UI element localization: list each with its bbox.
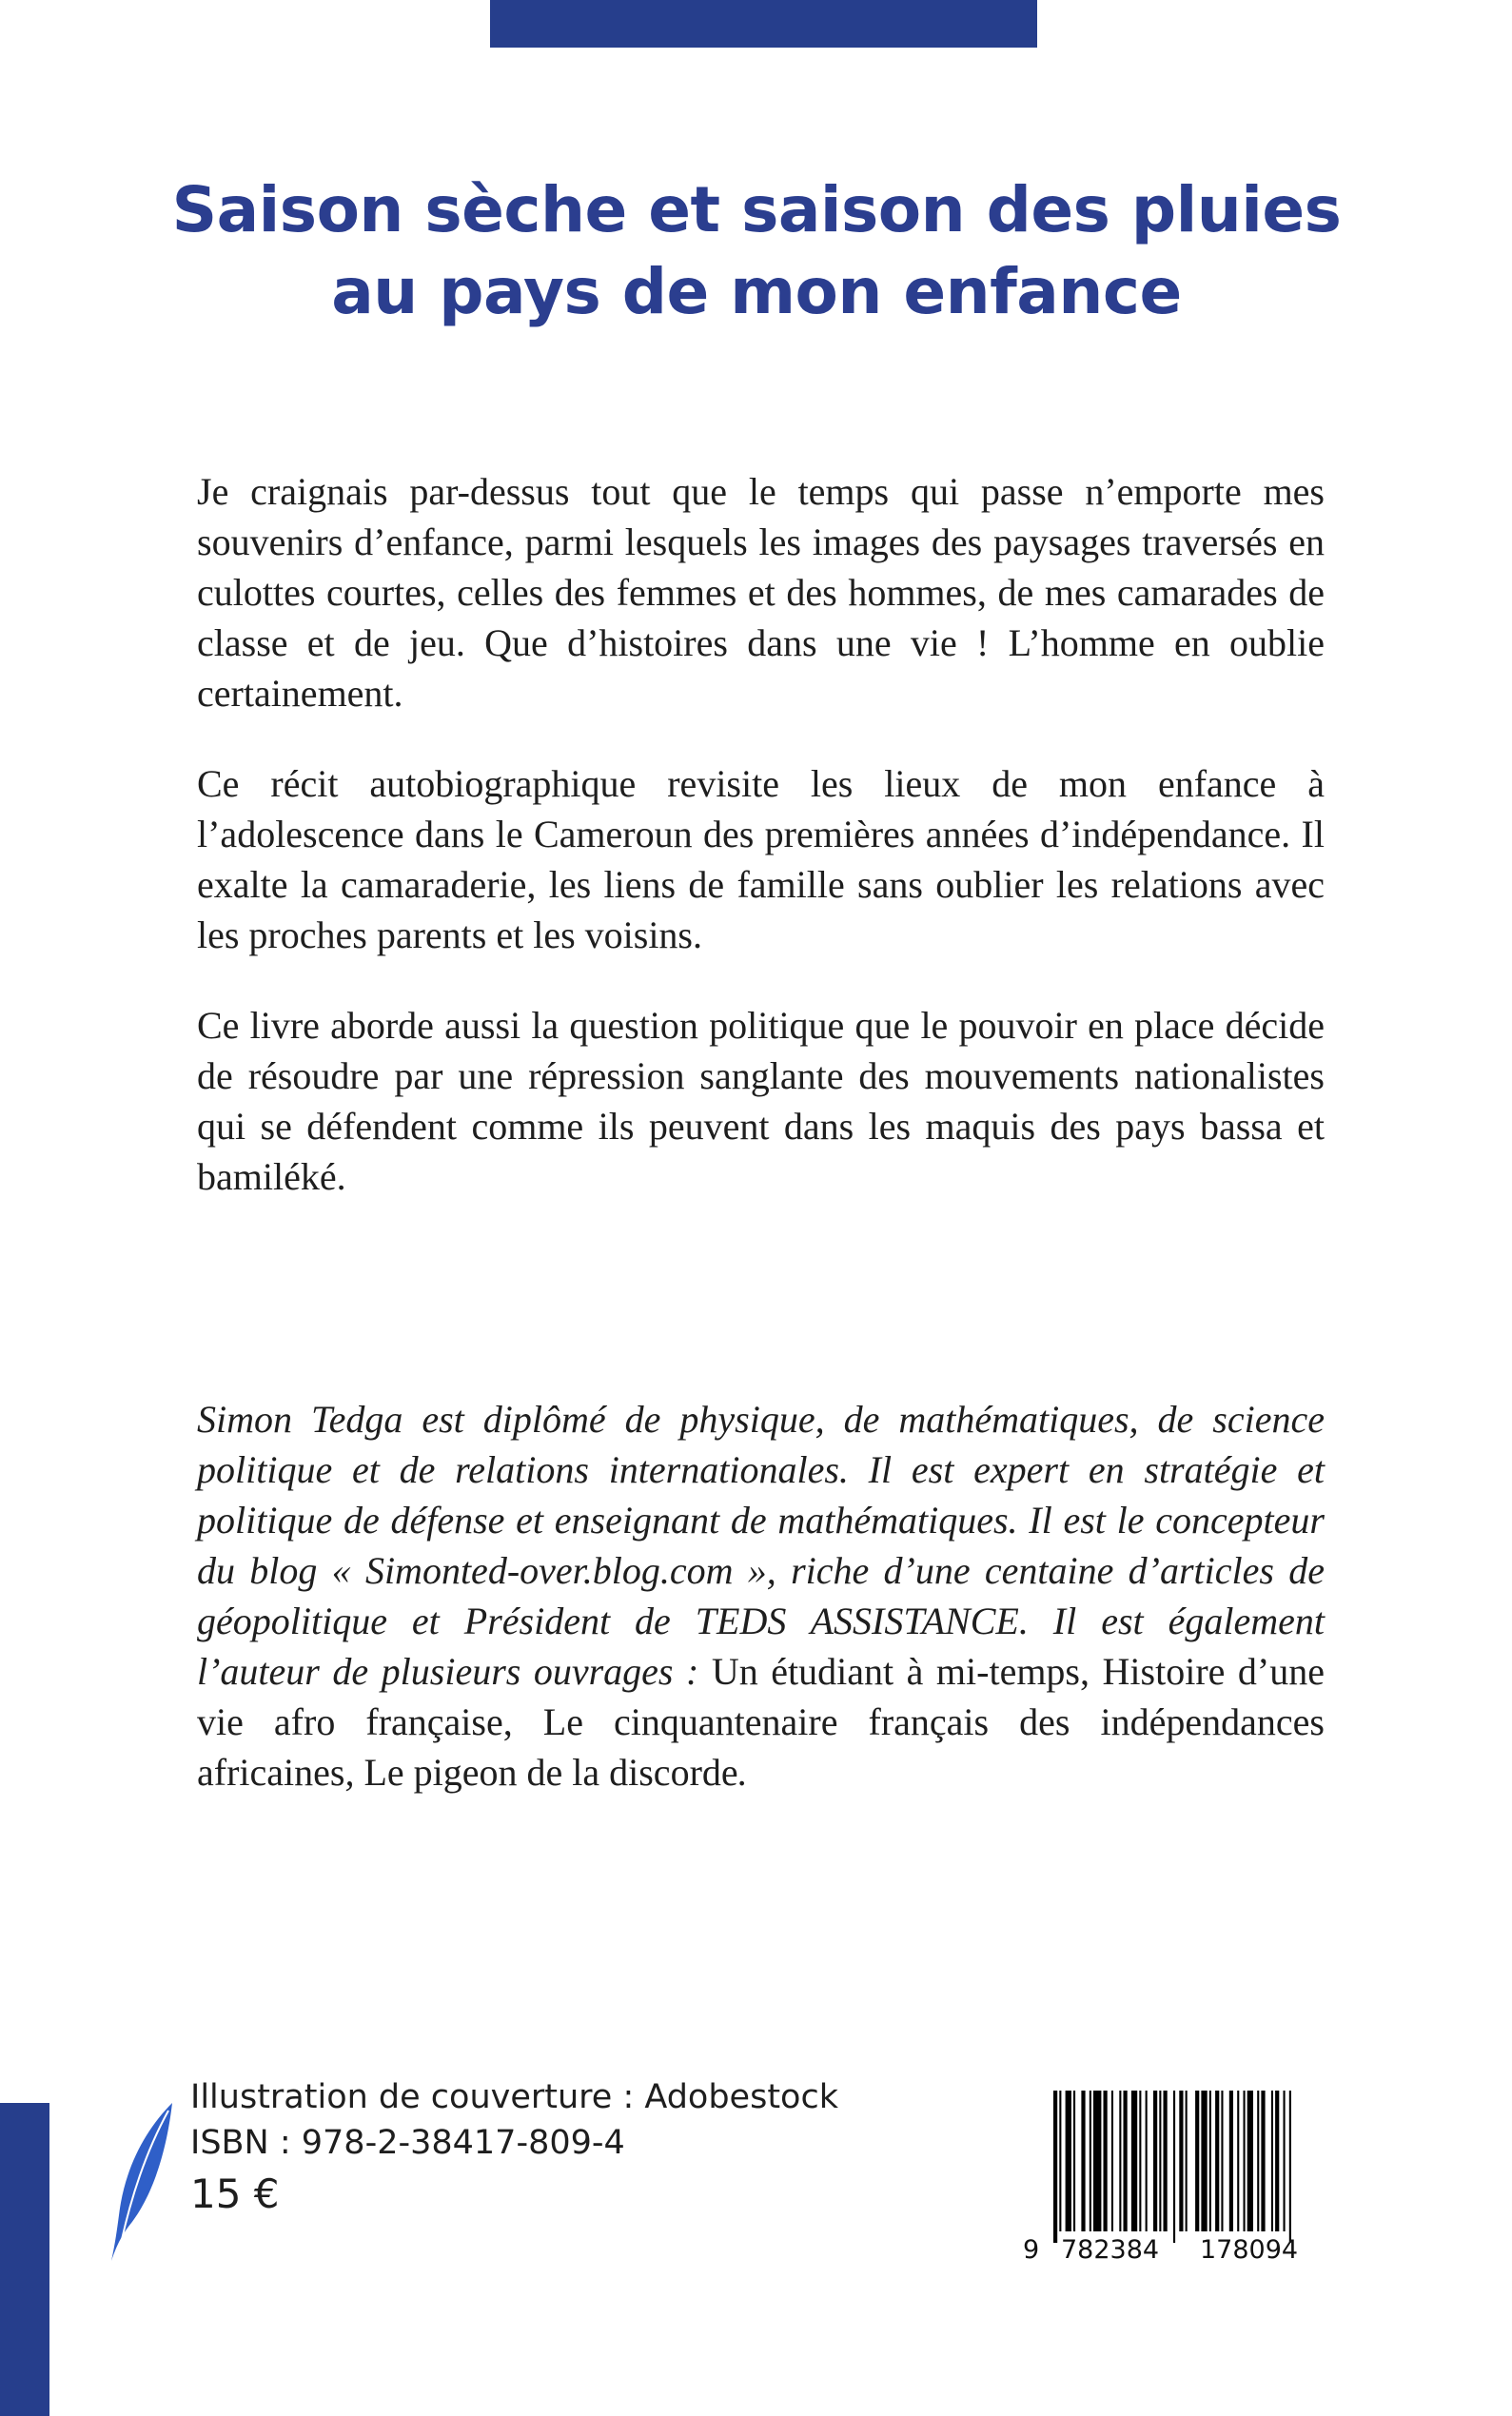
side-accent-bar — [0, 2103, 49, 2416]
barcode-bar — [1215, 2091, 1219, 2231]
barcode-bar — [1275, 2091, 1279, 2231]
barcode-first-digit: 9 — [1023, 2235, 1040, 2265]
barcode-bar — [1195, 2091, 1199, 2231]
illustration-credit: Illustration de couverture : Adobestock — [190, 2078, 838, 2116]
barcode-bar — [1237, 2091, 1239, 2231]
barcode-bar — [1173, 2091, 1175, 2243]
barcode-bar — [1111, 2091, 1113, 2231]
barcode-digits — [1023, 2235, 1327, 2273]
barcode-bar — [1164, 2091, 1168, 2231]
barcode-bar — [1059, 2091, 1061, 2231]
book-title-line-1: Saison sèche et saison des pluies — [171, 173, 1342, 246]
barcode-bar — [1271, 2091, 1273, 2231]
barcode-icon — [1023, 2091, 1327, 2243]
book-title-3: Le cinquantenaire français des indépendances africaines — [197, 1700, 1325, 1794]
barcode-bar — [1261, 2091, 1265, 2231]
barcode-bar — [1119, 2091, 1121, 2231]
barcode-bar — [1073, 2091, 1075, 2231]
barcode-bar — [1257, 2091, 1259, 2231]
isbn: ISBN : 978-2-38417-809-4 — [190, 2124, 625, 2162]
publication-credits — [190, 2074, 838, 2221]
author-bio-text: Simon Tedga est diplômé de physique, de mathématiques, de science politique et de relations internationales. Il est expert en stratégie et politique de défense et enseignant de mathématiques. Il est le concepteur du blog « Simonted-over.blog.com », riche d’une centaine d’articles de géopolitique et Président de TEDS ASSISTANCE. Il est également l’auteur de plusieurs ouvrages : — [197, 1398, 1325, 1693]
top-accent-bar — [490, 0, 1037, 48]
barcode-bar — [1209, 2091, 1211, 2231]
barcode-bar — [1289, 2091, 1291, 2243]
barcode-bar — [1093, 2091, 1101, 2231]
bio-separator-3: , — [344, 1751, 364, 1794]
barcode-bar — [1104, 2091, 1108, 2231]
barcode-bar — [1179, 2091, 1183, 2231]
feather-icon — [108, 2101, 176, 2263]
book-title-4: Le pigeon de la discorde — [363, 1751, 738, 1794]
barcode-bar — [1247, 2091, 1253, 2231]
blurb-paragraph-2: Ce récit autobiographique revisite les lieux de mon enfance à l’adolescence dans le Cameroun des premières années d’indépendance. Il exalte la camaraderie, les liens de famille sans oublier les relations avec les proches parents et les voisins. — [197, 762, 1325, 956]
barcode-bar — [1131, 2091, 1137, 2231]
barcode-bar — [1221, 2091, 1223, 2231]
barcode — [1023, 2091, 1327, 2276]
barcode-bar — [1139, 2091, 1141, 2231]
back-cover-blurb — [197, 466, 1325, 1242]
blurb-paragraph-1: Je craignais par-dessus tout que le temps qui passe n’emporte mes souvenirs d’enfance, parmi lesquels les images des paysages traversés en culottes courtes, celles des femmes et des hommes, de mes camarades de classe et de jeu. Que d’histoires dans une vie ! L’homme en oublie certainement. — [197, 470, 1325, 715]
barcode-bar — [1124, 2091, 1128, 2231]
author-bio — [197, 1394, 1325, 1797]
book-title-1: Un étudiant à mi-temps — [711, 1650, 1080, 1693]
bio-separator-2: , — [502, 1700, 543, 1743]
barcode-bar — [1244, 2091, 1246, 2231]
bio-separator-1: , — [1080, 1650, 1103, 1693]
bio-end: . — [737, 1751, 748, 1794]
barcode-group-2: 178094 — [1200, 2235, 1299, 2265]
barcode-bar — [1146, 2091, 1148, 2231]
price: 15 € — [190, 2170, 280, 2217]
barcode-bar — [1229, 2091, 1233, 2231]
barcode-bar — [1081, 2091, 1085, 2231]
barcode-bar — [1159, 2091, 1161, 2231]
book-title — [143, 169, 1370, 333]
barcode-bar — [1090, 2091, 1091, 2231]
barcode-bar — [1153, 2091, 1157, 2231]
barcode-bar — [1053, 2091, 1057, 2243]
barcode-bar — [1284, 2091, 1286, 2231]
barcode-group-1: 782384 — [1061, 2235, 1160, 2265]
blurb-paragraph-3: Ce livre aborde aussi la question politique que le pouvoir en place décide de résoudre par une répression sanglante des mouvements nationalistes qui se défendent comme ils peuvent dans les maquis des pays bassa et bamiléké. — [197, 1004, 1325, 1198]
book-title-line-2: au pays de mon enfance — [331, 255, 1182, 328]
book-title-2: Histoire d’une vie afro française — [197, 1650, 1325, 1743]
barcode-bar — [1186, 2091, 1188, 2231]
barcode-bar — [1201, 2091, 1207, 2231]
barcode-bar — [1066, 2091, 1071, 2231]
